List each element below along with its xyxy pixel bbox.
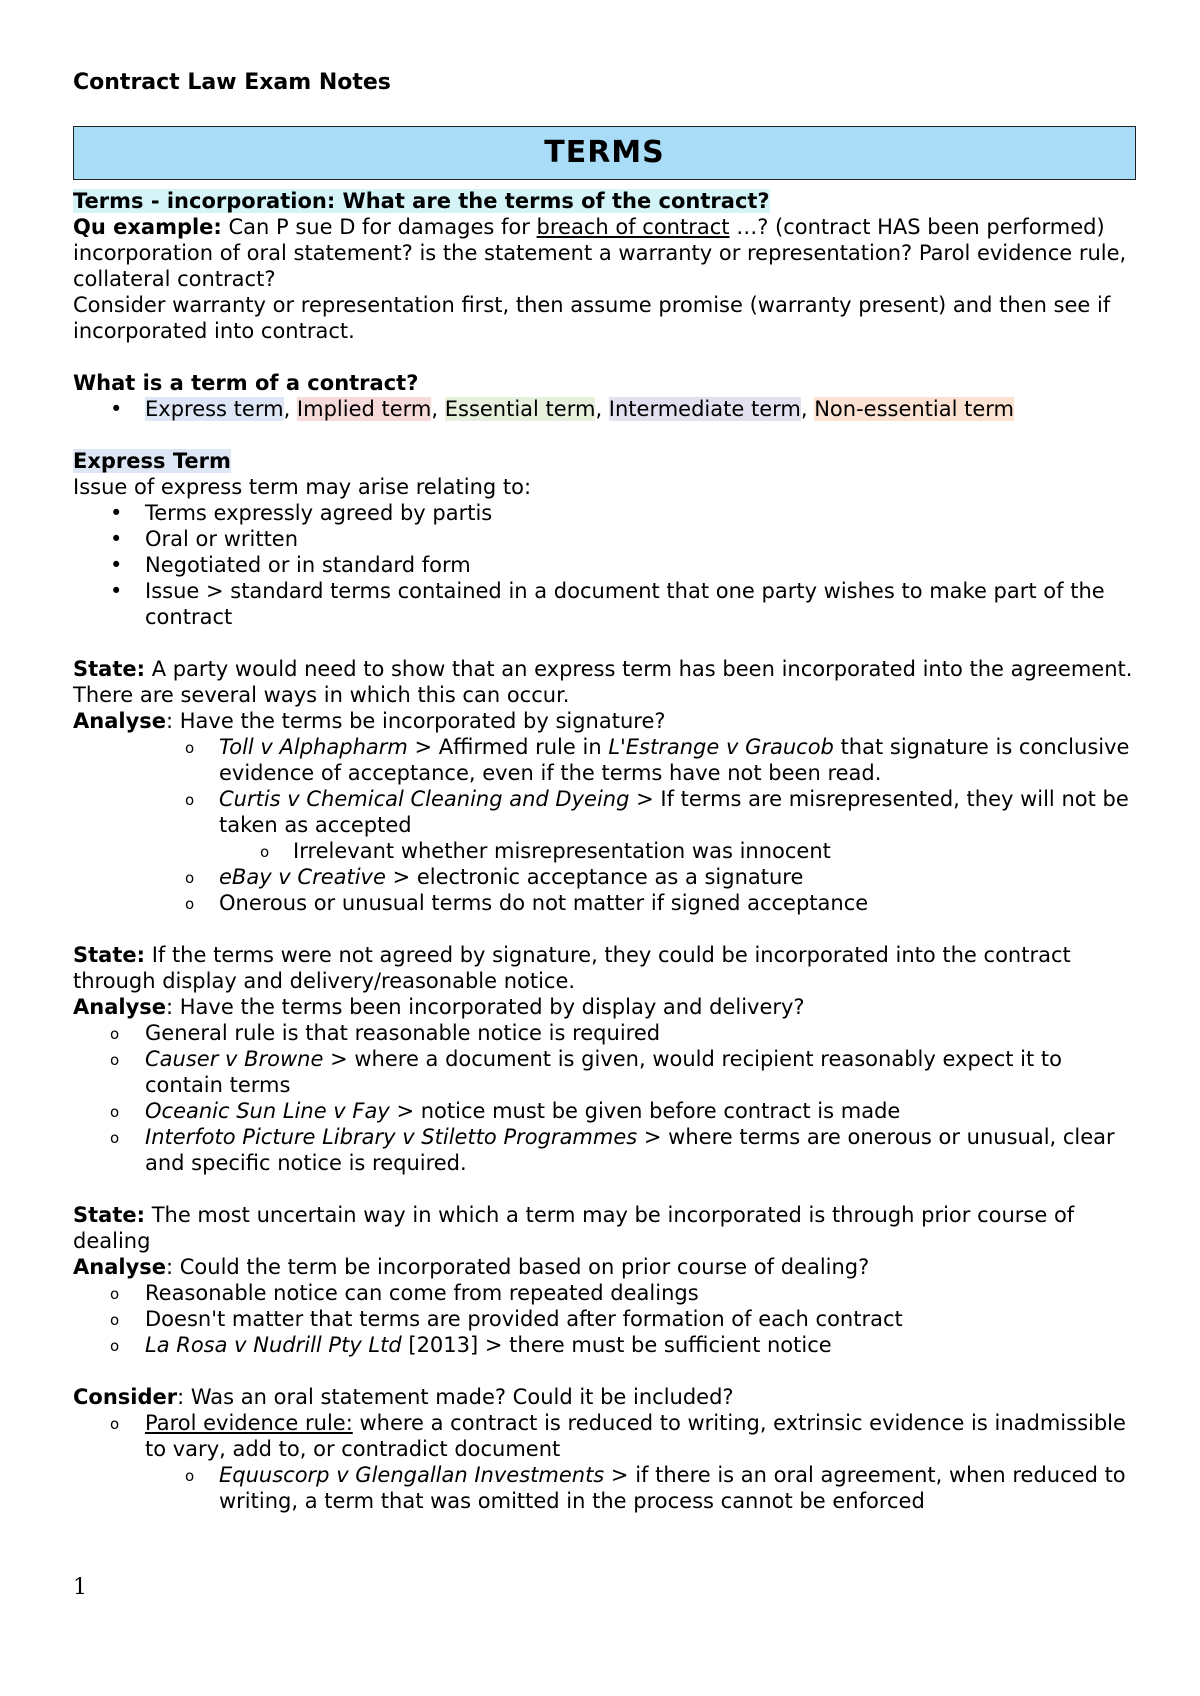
case-name: Interfoto Picture Library v Stiletto Programmes — [145, 1125, 638, 1149]
dealing-analyse: Analyse: Could the term be incorporated based on prior course of dealing? — [73, 1255, 870, 1279]
case-name: La Rosa v Nudrill Pty Ltd — [145, 1333, 402, 1357]
list-item: o General rule is that reasonable notice is required — [110, 1021, 661, 1045]
list-item: • Oral or written — [110, 527, 299, 551]
list-item: • Issue > standard terms contained in a document that one party wishes to make part of the contract — [110, 579, 1105, 629]
breach-of-contract-link[interactable]: breach of contract — [536, 215, 730, 239]
case-name: Equuscorp v Glengallan Investments — [219, 1463, 605, 1487]
notice-analyse: Analyse: Have the terms been incorporated by display and delivery? — [73, 995, 805, 1019]
express-term-intro: Issue of express term may arise relating to: — [73, 475, 532, 499]
case-name: eBay v Creative — [219, 865, 386, 889]
document-page — [73, 70, 1136, 1514]
term-express: Express term — [145, 397, 284, 421]
term-intermediate: Intermediate term — [608, 397, 801, 421]
list-item: o Onerous or unusual terms do not matter if signed acceptance — [185, 891, 869, 915]
term-implied: Implied term — [296, 397, 432, 421]
case-name: Oceanic Sun Line v Fay — [145, 1099, 390, 1123]
list-item: • Terms expressly agreed by partis — [110, 501, 493, 525]
term-essential: Essential term — [444, 397, 596, 421]
list-item: • Negotiated or in standard form — [110, 553, 471, 577]
list-item: o Parol evidence rule: where a contract is reduced to writing, extrinsic evidence is inadmissible to vary, add to, or contradict document — [110, 1411, 1126, 1461]
what-is-term-heading: What is a term of a contract? — [73, 371, 419, 395]
section-banner-terms: TERMS — [73, 126, 1136, 180]
dealing-state: State: The most uncertain way in which a term may be incorporated is through prior course of dealing — [73, 1203, 1075, 1253]
express-term-heading: Express Term — [73, 449, 231, 473]
list-item: o eBay v Creative > electronic acceptance as a signature — [185, 865, 804, 889]
dealing-list — [73, 1280, 1136, 1358]
heading-question — [73, 188, 1136, 214]
list-item: o Oceanic Sun Line v Fay > notice must be given before contract is made — [110, 1099, 901, 1123]
oral-list — [73, 1410, 1136, 1514]
signature-state: State: A party would need to show that an express term has been incorporated into the agreement. There are several ways in which this can occur. — [73, 657, 1133, 707]
list-item: o La Rosa v Nudrill Pty Ltd [2013] > there must be sufficient notice — [110, 1333, 832, 1357]
case-name: L'Estrange v Graucob — [608, 735, 834, 759]
list-item: o Doesn't matter that terms are provided after formation of each contract — [110, 1307, 903, 1331]
list-item: o Interfoto Picture Library v Stiletto Programmes > where terms are onerous or unusual, clear and specific notice is required. — [110, 1125, 1115, 1175]
notice-state: State: If the terms were not agreed by signature, they could be incorporated into the contract through display and delivery/reasonable notice. — [73, 943, 1071, 993]
list-item: o Equuscorp v Glengallan Investments > if there is an oral agreement, when reduced to writing, a term that was omitted in the process cannot be enforced — [185, 1463, 1126, 1513]
oral-consider: Consider: Was an oral statement made? Could it be included? — [73, 1385, 734, 1409]
list-item: o Causer v Browne > where a document is given, would recipient reasonably expect it to contain terms — [110, 1047, 1062, 1097]
notice-list — [73, 1020, 1136, 1176]
document-title: Contract Law Exam Notes — [73, 70, 391, 95]
consider-line: Consider warranty or representation first, then assume promise (warranty present) and then see if incorporated into contract. — [73, 293, 1111, 343]
list-item: o Reasonable notice can come from repeated dealings — [110, 1281, 699, 1305]
term-types-list — [73, 396, 1136, 422]
qu-example: Qu example: Can P sue D for damages for breach of contract …? (contract HAS been performed) incorporation of oral statement? is the statement a warranty or representation? Parol evidence rule, collateral contract? — [73, 215, 1127, 291]
case-name: Causer v Browne — [145, 1047, 324, 1071]
qu-example-label: Qu example: — [73, 215, 222, 239]
list-item: o Toll v Alphapharm > Affirmed rule in L'Estrange v Graucob that signature is conclusive evidence of acceptance, even if the terms have not been read. — [185, 735, 1130, 785]
express-term-list — [73, 500, 1136, 630]
signature-list — [73, 734, 1136, 916]
page-number: 1 — [73, 1575, 87, 1600]
term-non-essential: Non-essential term — [814, 397, 1015, 421]
heading-question-text: Terms - incorporation: What are the terms of the contract? — [73, 189, 770, 213]
case-name: Curtis v Chemical Cleaning and Dyeing — [219, 787, 630, 811]
signature-analyse: Analyse: Have the terms be incorporated by signature? — [73, 709, 666, 733]
case-name: Toll v Alphapharm — [219, 735, 408, 759]
list-item: o Curtis v Chemical Cleaning and Dyeing > If terms are misrepresented, they will not be taken as accepted — [185, 787, 1129, 837]
parol-evidence-rule-link[interactable]: Parol evidence rule: — [145, 1411, 353, 1435]
list-item: o Irrelevant whether misrepresentation was innocent — [260, 839, 831, 863]
term-types-item: • Express term, Implied term, Essential term, Intermediate term, Non-essential term — [110, 397, 1015, 421]
